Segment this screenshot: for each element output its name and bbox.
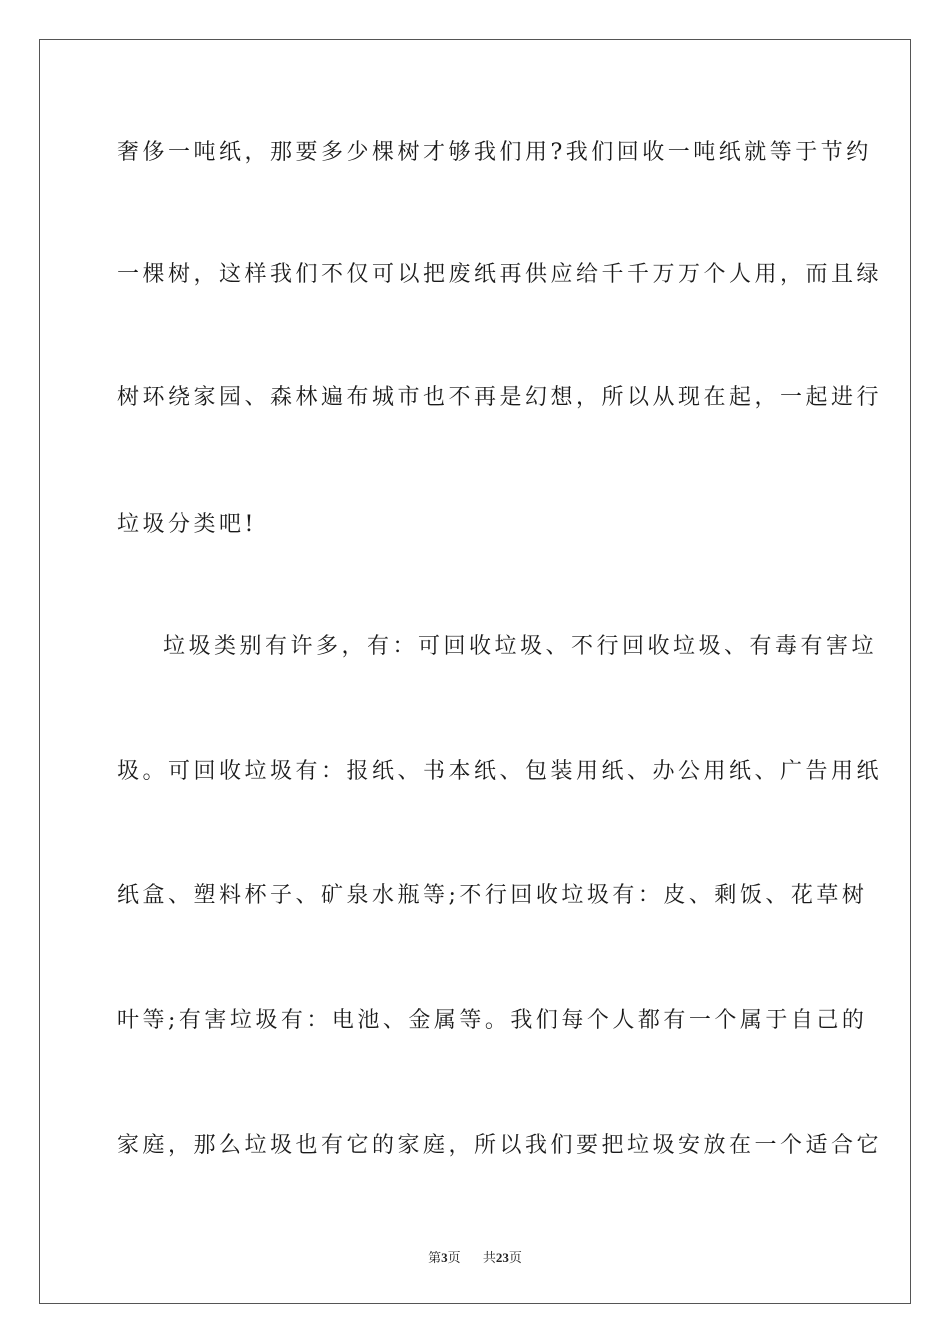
body-text-line: 树环绕家园、森林遍布城市也不再是幻想，所以从现在起，一起进行 <box>117 385 883 410</box>
total-suffix: 页 <box>508 1251 522 1266</box>
total-prefix: 共 <box>482 1251 496 1266</box>
body-text-line: 一棵树，这样我们不仅可以把废纸再供应给千千万万个人用，而且绿 <box>117 262 883 287</box>
page-prefix: 第 <box>428 1251 442 1266</box>
body-text-line: 垃圾分类吧! <box>117 512 257 537</box>
body-text-line: 叶等;有害垃圾有：电池、金属等。我们每个人都有一个属于自己的 <box>117 1008 868 1033</box>
page-number: 3 <box>441 1250 448 1265</box>
body-text-line: 家庭，那么垃圾也有它的家庭，所以我们要把垃圾安放在一个适合它 <box>117 1133 883 1158</box>
total-pages: 23 <box>495 1250 509 1265</box>
body-text-line: 奢侈一吨纸，那要多少棵树才够我们用?我们回收一吨纸就等于节约 <box>117 140 872 165</box>
page-footer <box>0 1249 950 1268</box>
page-suffix: 页 <box>447 1251 461 1266</box>
body-text-line: 圾。可回收垃圾有：报纸、书本纸、包装用纸、办公用纸、广告用纸 <box>117 759 883 784</box>
paragraph-start-line: 垃圾类别有许多，有：可回收垃圾、不行回收垃圾、有毒有害垃 <box>163 634 878 659</box>
body-text-line: 纸盒、塑料杯子、矿泉水瓶等;不行回收垃圾有：皮、剩饭、花草树 <box>117 883 868 908</box>
page-border <box>39 39 911 1304</box>
